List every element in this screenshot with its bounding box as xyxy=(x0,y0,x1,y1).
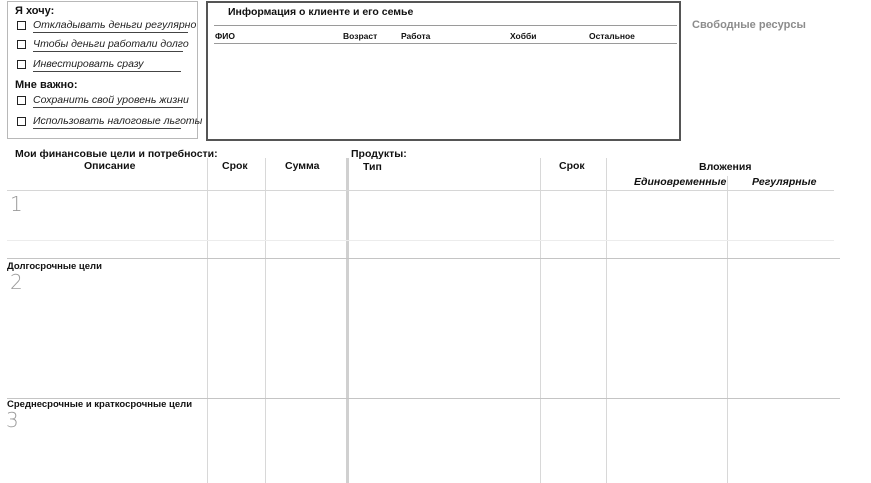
products-title: Продукты: xyxy=(351,148,407,160)
row-number-2: 2 xyxy=(10,270,23,294)
row-number-3: 3 xyxy=(6,408,19,432)
underline xyxy=(33,71,181,72)
row-number-1: 1 xyxy=(10,192,23,216)
grid-hline xyxy=(7,240,834,241)
info-col-hobby: Хобби xyxy=(510,31,537,41)
col-product-term: Срок xyxy=(559,160,585,172)
col-one-time: Единовременные xyxy=(634,176,727,188)
checkbox[interactable] xyxy=(17,21,26,30)
important-option-label: Сохранить свой уровень жизни xyxy=(33,94,189,106)
important-option-label: Использовать налоговые льготы xyxy=(33,115,203,127)
grid-hline xyxy=(7,258,840,259)
grid-vline xyxy=(540,158,541,483)
underline xyxy=(33,128,181,129)
wish-option-label: Чтобы деньги работали долго xyxy=(33,38,189,50)
info-col-other: Остальное xyxy=(589,31,635,41)
grid-vline xyxy=(606,158,607,483)
checkbox[interactable] xyxy=(17,117,26,126)
free-resources-label: Свободные ресурсы xyxy=(692,19,806,31)
divider xyxy=(214,43,677,44)
underline xyxy=(33,32,188,33)
grid-separator xyxy=(346,158,349,483)
col-description: Описание xyxy=(84,160,136,172)
client-info-panel xyxy=(206,1,681,141)
checkbox[interactable] xyxy=(17,40,26,49)
wish-option-label: Инвестировать сразу xyxy=(33,58,144,70)
col-regular: Регулярные xyxy=(752,176,817,188)
client-info-title: Информация о клиенте и его семье xyxy=(228,6,414,18)
wishes-title: Я хочу: xyxy=(15,5,55,17)
row-label-mid-short-term: Среднесрочные и краткосрочные цели xyxy=(7,399,193,410)
info-col-name: ФИО xyxy=(215,31,235,41)
wish-option-label: Откладывать деньги регулярно xyxy=(33,19,197,31)
grid-vline xyxy=(265,158,266,483)
grid-hline xyxy=(7,190,834,191)
info-col-age: Возраст xyxy=(343,31,378,41)
checkbox[interactable] xyxy=(17,96,26,105)
checkbox[interactable] xyxy=(17,60,26,69)
important-title: Мне важно: xyxy=(15,79,78,91)
underline xyxy=(33,51,183,52)
underline xyxy=(33,107,183,108)
divider xyxy=(214,25,677,26)
col-investments: Вложения xyxy=(699,161,752,173)
grid-vline xyxy=(207,158,208,483)
col-product-type: Тип xyxy=(363,161,382,173)
row-label-long-term: Долгосрочные цели xyxy=(7,261,102,272)
grid-vline xyxy=(727,176,728,483)
col-goal-term: Срок xyxy=(222,160,248,172)
goals-title: Мои финансовые цели и потребности: xyxy=(15,148,218,160)
info-col-work: Работа xyxy=(401,31,431,41)
col-goal-sum: Сумма xyxy=(285,160,320,172)
